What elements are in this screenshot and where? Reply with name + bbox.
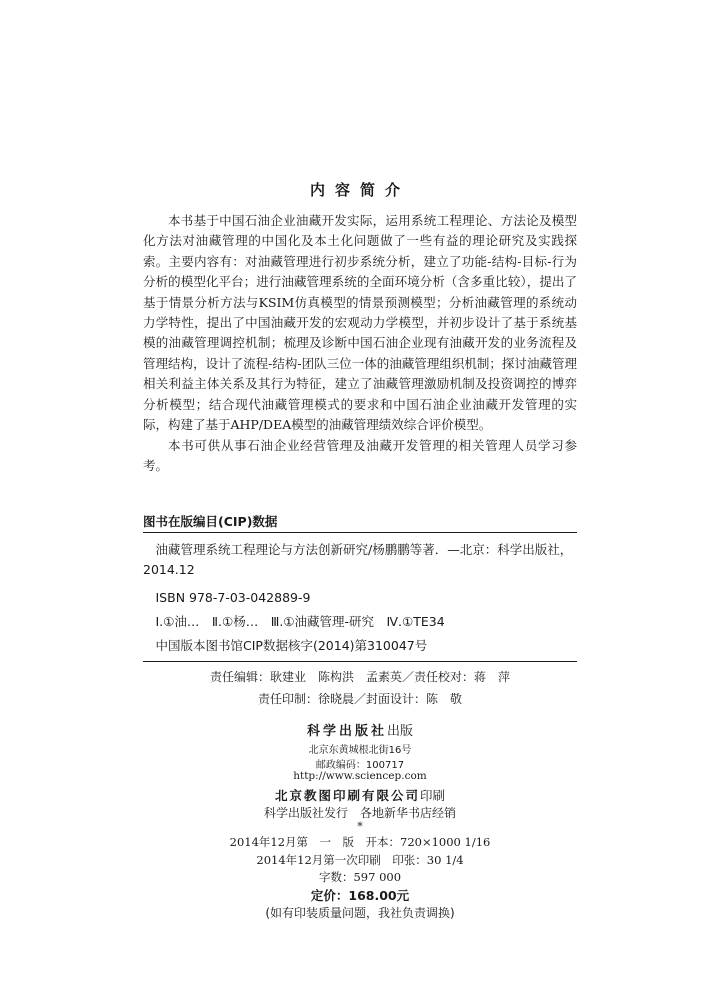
publisher-name: 科学出版社 — [306, 724, 387, 739]
printer-suffix: 印刷 — [420, 788, 446, 803]
cip-top-rule — [143, 532, 577, 533]
edition-line: 2014年12月第 一 版 开本：720×1000 1/16 — [229, 835, 491, 849]
publisher-postcode: 邮政编码：100717 — [315, 760, 405, 771]
printer-line — [0, 786, 720, 804]
publisher-url: http://www.sciencep.com — [293, 770, 427, 782]
printing-line: 2014年12月第一次印刷 印张：30 1/4 — [256, 853, 464, 867]
printer-name: 北京教图印刷有限公司 — [274, 788, 420, 803]
credits-production: 责任印制：徐晓晨／封面设计：陈 敬 — [257, 692, 462, 706]
cip-classification: Ⅰ.①油… Ⅱ.①杨… Ⅲ.①油藏管理-研究 Ⅳ.①TE34 — [155, 614, 445, 629]
publisher-suffix: 出版 — [387, 724, 414, 739]
summary-paragraph-1: 本书基于中国石油企业油藏开发实际，运用系统工程理论、方法论及模型化方法对油藏管理的中国化及本土化问题做了一些有益的理论研究及实践探索。主要内容有：对油藏管理进行初步系统分析，建立了功能-结构-目标-行为分析的模型化平台；进行油藏管理系统的全面环境分析（含多重比较），提出了基于情景分析方法与KSIM仿真模型的情景预测模型；分析油藏管理的系统动力学特性，提出了中国油藏开发的宏观动力学模型，并初步设计了基于系统基模的油藏管理调控机制；梳理及诊断中国石油企业现有油藏开发的业务流程及管理结构，设计了流程-结构-团队三位一体的油藏管理组织机制；探讨油藏管理相关利益主体关系及其行为特征，建立了油藏管理激励机制及投资调控的博弈分析模型；结合现代油藏管理模式的要求和中国石油企业油藏开发管理的实际，构建了基于AHP/DEA模型的油藏管理绩效综合评价模型。 — [143, 213, 577, 433]
summary-title: 内容简介 — [309, 181, 410, 199]
credits-editors: 责任编辑：耿建业 陈构洪 孟素英／责任校对：蒋 萍 — [209, 670, 510, 684]
cip-check-number: 中国版本图书馆CIP数据核字(2014)第310047号 — [155, 638, 428, 653]
separator-star: * — [357, 820, 363, 833]
summary-paragraph-2: 本书可供从事石油企业经营管理及油藏开发管理的相关管理人员学习参考。 — [143, 438, 577, 474]
price: 定价：168.00元 — [310, 888, 410, 903]
quality-notice: (如有印装质量问题，我社负责调换) — [265, 906, 455, 920]
distribution-line: 科学出版社发行 各地新华书店经销 — [263, 806, 456, 820]
cip-heading: 图书在版编目(CIP)数据 — [143, 514, 278, 529]
cip-main-entry: 油藏管理系统工程理论与方法创新研究/杨鹏鹏等著．—北京：科学出版社，2014.12 — [143, 542, 573, 577]
cip-isbn: ISBN 978-7-03-042889-9 — [155, 590, 311, 605]
publisher-address: 北京东黄城根北街16号 — [308, 745, 412, 756]
publisher-line — [0, 720, 720, 739]
word-count: 字数：597 000 — [318, 870, 402, 884]
cip-bottom-rule — [143, 661, 577, 662]
